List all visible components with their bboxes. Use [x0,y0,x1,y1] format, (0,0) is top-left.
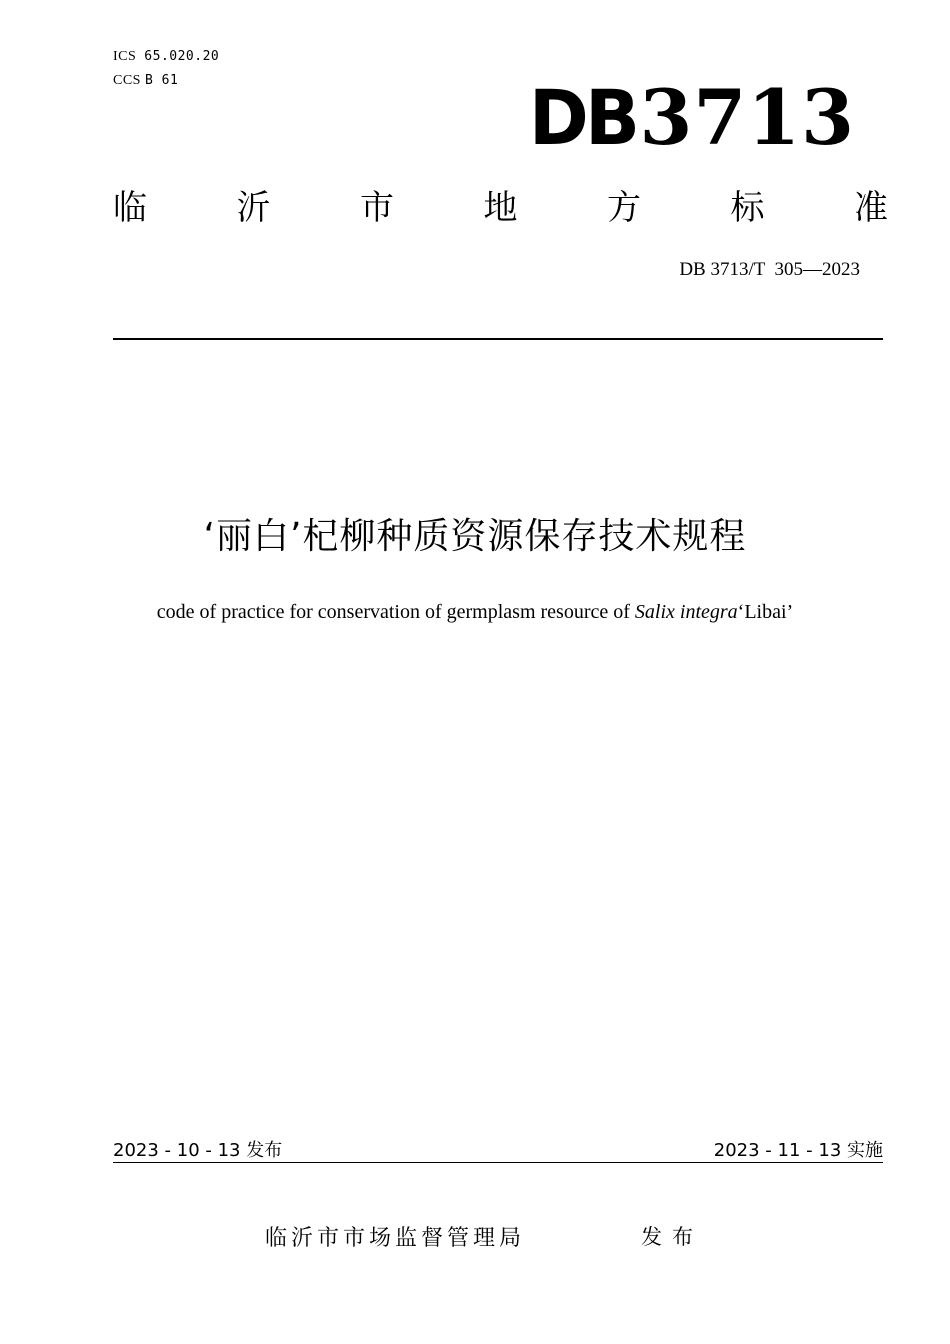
standard-type-char: 标 [730,188,765,228]
issuing-authority: 临沂市市场监督管理局 [265,1226,526,1251]
standard-number: DB 3713/T 305—2023 [679,259,860,280]
standard-type-char: 市 [360,188,394,228]
db-logo-prefix: DB [529,73,637,162]
standard-type-title [113,186,888,230]
standard-type-char: 地 [483,188,518,228]
issue-label: 发布 [641,1225,703,1249]
title-en-prefix: code of practice for conservation of germplasm resource of [156,601,635,623]
title-en-cultivar: ‘Libai’ [737,601,794,623]
document-title-zh: ‘丽白’杞柳种质资源保存技术规程 [203,516,747,557]
standard-type-char: 方 [607,188,641,228]
ics-label: ICS [113,49,137,64]
title-en-species: Salix integra [634,601,738,623]
document-title-en [0,598,950,626]
ccs-classification [113,73,178,89]
ccs-code: B 61 [144,73,179,88]
implement-date: 2023 - 11 - 13 实施 [713,1140,883,1161]
publish-date: 2023 - 10 - 13 发布 [113,1140,283,1161]
db-logo-number: 3713 [639,73,855,162]
footer-divider [113,1162,883,1163]
ics-code: 65.020.20 [144,49,220,64]
standard-type-char: 临 [113,188,147,228]
header-divider [113,338,883,340]
standard-type-char: 沂 [236,188,271,228]
db-logo [526,73,855,162]
standard-type-char: 准 [854,188,888,228]
ccs-label: CCS [113,73,141,88]
ics-classification [113,49,219,65]
